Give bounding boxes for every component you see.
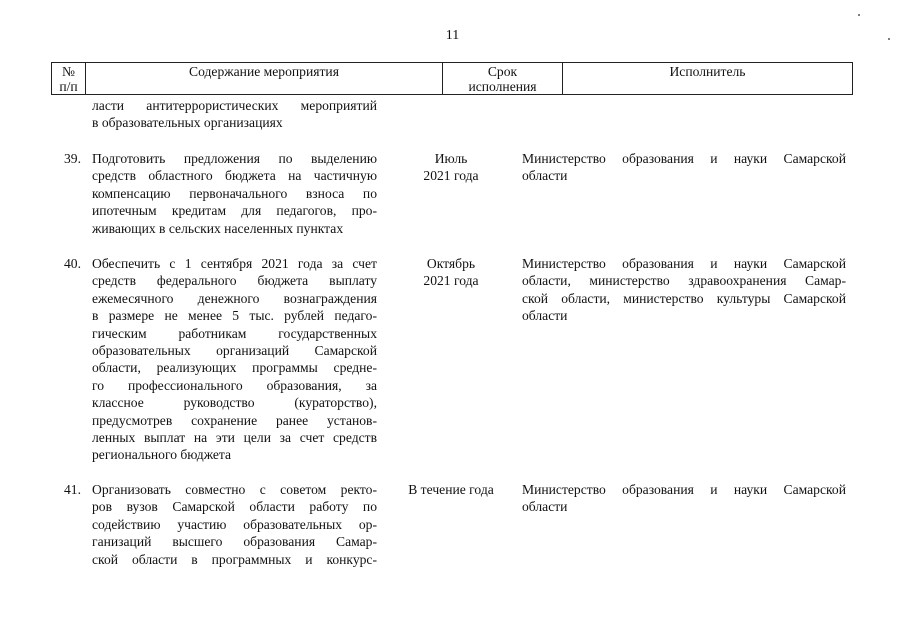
content-line: живающих в сельских населенных пунктах [92,220,344,236]
header-content-line: Содержание мероприятия [189,64,339,79]
content-line: го профессионального образования, за [92,377,377,393]
content-line: гическим работникам государственных [92,325,377,341]
content-line: ласти антитеррористических мероприятий [92,98,377,113]
scan-speck [888,38,890,40]
executor-line: области, министерство здравоохранения Самар- [522,273,846,289]
header-executor-line: Исполнитель [669,64,746,79]
header-num-line: п/п [59,79,78,94]
executor-line: Министерство образования и науки Самарской [522,482,846,497]
row-term [391,481,511,498]
executor-line: Министерство образования и науки Самарской [522,256,846,271]
content-line: Подготовить предложения по выделению [92,151,377,166]
content-line: области, реализующих программы средне- [92,360,377,376]
executor-line: области [522,308,568,324]
row-executor [522,481,846,516]
content-line: содействию участию образовательных ор- [92,516,377,532]
content-line: в образовательных организациях [92,115,283,131]
content-line: ежемесячного денежного вознаграждения [92,290,377,306]
content-line: ганизаций высшего образования Самар- [92,534,377,550]
content-line: ской области в программных и конкурс- [92,551,377,567]
term-line: Июль [434,151,468,166]
row-number: 41. [64,482,81,497]
content-line: ипотечным кредитам для педагогов, про- [92,203,377,219]
content-line: Обеспечить с 1 сентября 2021 года за счет [92,256,377,271]
executor-line: области [522,499,568,515]
header-term-line: Срок [487,64,518,79]
page-number: 11 [445,28,460,43]
header-content [86,63,443,94]
row-executor [522,150,846,185]
table-header [51,62,853,95]
content-line: Организовать совместно с советом ректо- [92,482,377,497]
content-line: ленных выплат на эти цели за счет средств [92,430,377,446]
content-line: средств федерального бюджета выплату [92,273,377,289]
term-line: Октябрь [426,256,476,271]
row-number: 39. [64,151,81,166]
term-line: 2021 года [423,168,479,184]
header-term [443,63,563,94]
content-line: средств областного бюджета на частичную [92,168,377,184]
row-term [391,255,511,290]
executor-line: Министерство образования и науки Самарской [522,151,846,166]
content-line: в размере не менее 5 тыс. рублей педаго- [92,308,377,324]
content-line: образовательных организаций Самарской [92,343,377,359]
row-content [92,97,377,132]
executor-line: ской области, министерство культуры Самарской [522,290,846,306]
header-term-line: исполнения [468,79,537,94]
content-line: компенсацию первоначального взноса по [92,185,377,201]
row-number: 40. [64,256,81,271]
row-content [92,481,377,568]
header-num [52,63,86,94]
content-line: предусмотрев сохранение ранее установ- [92,412,377,428]
header-executor [563,63,852,94]
row-term [391,150,511,185]
executor-line: области [522,168,568,184]
content-line: классное руководство (кураторство), [92,395,377,411]
term-line: В течение года [408,482,494,497]
row-executor [522,255,846,325]
term-line: 2021 года [423,273,479,289]
row-content [92,150,377,237]
content-line: ров вузов Самарской области работу по [92,499,377,515]
header-num-line: № [62,64,75,79]
scan-speck [858,14,860,16]
row-content [92,255,377,464]
content-line: регионального бюджета [92,447,232,463]
